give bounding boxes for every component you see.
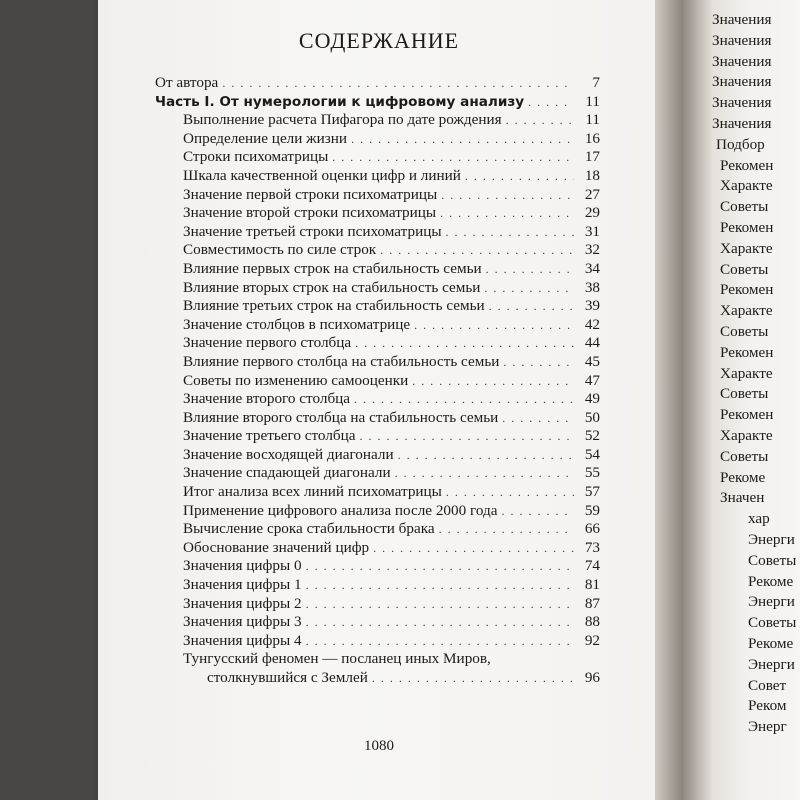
toc-dot-leader	[372, 669, 574, 688]
toc-entry-title: Значение столбцов в психоматрице	[183, 315, 411, 333]
toc-entry	[155, 483, 600, 502]
toc-entry	[155, 186, 600, 205]
toc-entry-page: 59	[584, 501, 600, 519]
right-page-line: Характе	[720, 177, 773, 195]
right-page-line: Рекомен	[720, 406, 774, 424]
right-page-line: Значения	[712, 11, 772, 28]
toc-dot-leader	[486, 260, 574, 279]
toc-entry-page: 34	[584, 259, 600, 277]
toc-dot-leader	[351, 130, 574, 149]
toc-entry-title: Вычисление срока стабильности брака	[183, 520, 435, 538]
toc-entry-page: 29	[584, 204, 600, 222]
right-page-line: хар	[748, 510, 770, 528]
toc-dot-leader	[439, 520, 574, 539]
right-page-line: Энерг	[748, 718, 787, 736]
toc-entry-page: 7	[592, 74, 600, 91]
book-gutter	[655, 0, 715, 800]
toc-entry	[155, 260, 600, 279]
toc-dot-leader	[506, 111, 574, 130]
toc-entry-page: 47	[584, 371, 600, 389]
toc-entry	[155, 539, 600, 558]
toc-entry	[155, 372, 600, 391]
toc-entry-page: 38	[584, 278, 600, 296]
right-page-line: Характе	[720, 302, 773, 320]
toc-entry	[155, 130, 600, 149]
right-page	[712, 0, 800, 800]
toc-dot-leader	[414, 316, 574, 335]
right-page-line: Характе	[720, 426, 773, 444]
toc-dot-leader	[306, 576, 574, 595]
toc-entry-title: Совместимость по силе строк	[183, 241, 377, 259]
right-page-line: Значения	[712, 114, 772, 132]
toc-entry-title: столкнувшийся с Землей	[207, 669, 368, 686]
right-page-line: Рекоме	[720, 468, 766, 486]
toc-dot-leader	[306, 632, 574, 651]
toc-entry-page: 39	[584, 297, 600, 315]
toc-entry	[155, 223, 600, 242]
toc-entry	[155, 632, 600, 651]
toc-entry	[155, 446, 600, 465]
toc-entry-title: Значение первой строки психоматрицы	[183, 185, 438, 203]
toc-entry	[155, 557, 600, 576]
toc-dot-leader	[306, 595, 574, 614]
toc-entry-title: Итог анализа всех линий психоматрицы	[183, 483, 442, 501]
right-page-line: Рекомен	[720, 156, 774, 174]
toc-entry-page: 32	[584, 241, 600, 259]
toc-entry	[155, 148, 600, 167]
toc-entry	[155, 595, 600, 614]
toc-dot-leader	[373, 539, 574, 558]
toc-entry-page: 87	[584, 594, 600, 612]
toc-dot-leader	[398, 446, 574, 465]
toc-dot-leader	[306, 613, 574, 632]
right-page-line: Советы	[720, 385, 769, 403]
toc-entry-title: Значение третьего столбца	[183, 427, 356, 445]
toc-entry-page: 81	[584, 576, 600, 594]
toc-dot-leader	[503, 353, 574, 372]
toc-entry	[155, 297, 600, 316]
toc-entry-page: 31	[584, 222, 600, 240]
toc-entry	[155, 520, 600, 539]
right-page-line: Значения	[712, 52, 772, 70]
right-page-line: Советы	[720, 260, 769, 278]
right-page-line: Энерги	[748, 593, 795, 611]
toc-entry	[155, 427, 600, 446]
toc-entry-page: 92	[584, 631, 600, 649]
toc-entry	[155, 669, 600, 688]
right-page-line: Характе	[720, 239, 773, 257]
toc-entry-title: Строки психоматрицы	[183, 148, 329, 166]
toc-entry	[155, 409, 600, 428]
toc-entry-title: Значения цифры 4	[183, 631, 302, 649]
toc-entry	[155, 613, 600, 632]
toc-entry-page: 66	[584, 520, 600, 538]
toc-dot-leader	[441, 186, 574, 205]
toc-entry-title: Значение третьей строки психоматрицы	[183, 222, 442, 240]
toc-entry	[155, 334, 600, 353]
toc-dot-leader	[501, 502, 574, 521]
toc-entry-title: Обоснование значений цифр	[183, 538, 370, 556]
toc-dot-leader	[489, 297, 574, 316]
toc-entry-title: Значения цифры 0	[183, 557, 302, 575]
right-page-line: Значения	[712, 73, 772, 91]
toc-entry-page: 96	[584, 669, 600, 686]
toc-entry-page: 45	[584, 352, 600, 370]
right-page-line: Реком	[748, 697, 787, 715]
right-page-line: Рекомен	[720, 343, 774, 361]
toc-entry-title: Значения цифры 2	[183, 594, 302, 612]
toc-entry-title: Значение спадающей диагонали	[183, 464, 391, 482]
toc-entry-page: 54	[584, 445, 600, 463]
toc-entry-title: Влияние первого столбца на стабильность семьи	[183, 352, 500, 370]
toc-entry	[155, 241, 600, 260]
right-page-line: Советы	[748, 614, 797, 632]
toc-dot-leader	[412, 372, 574, 391]
right-page-line: Характе	[720, 364, 773, 382]
toc-entry	[155, 464, 600, 483]
right-page-line: Советы	[720, 198, 769, 216]
toc-entry-page: 52	[584, 427, 600, 445]
toc-entry-title: Шкала качественной оценки цифр и линий	[183, 166, 461, 184]
toc-entry	[155, 93, 600, 112]
right-page-line: Рекоме	[748, 634, 794, 652]
toc-entry	[155, 111, 600, 130]
toc-entry-page: 88	[584, 613, 600, 631]
toc-dot-leader	[440, 204, 574, 223]
toc-entry-title: Значения цифры 3	[183, 613, 302, 631]
toc-entry	[155, 167, 600, 186]
toc-entry-title: Влияние второго столбца на стабильность семьи	[183, 408, 499, 426]
toc-entry-title: Значение второй строки психоматрицы	[183, 204, 437, 222]
toc-entry-page: 44	[584, 334, 600, 352]
page-title: СОДЕРЖАНИЕ	[298, 28, 460, 53]
right-page-line: Советы	[720, 322, 769, 340]
toc-entry-title: Часть I. От нумерологии к цифровому анализу	[155, 93, 525, 110]
toc-entry-title: Значения цифры 1	[183, 576, 302, 594]
toc-entry-page: 18	[584, 166, 600, 184]
right-page-line: Энерги	[748, 655, 795, 673]
toc-entry-title: Значение восходящей диагонали	[183, 445, 394, 463]
toc-entry	[155, 204, 600, 223]
toc-entry-page: 42	[584, 315, 600, 333]
toc-dot-leader	[395, 464, 574, 483]
toc-entry-page: 49	[584, 390, 600, 408]
toc-dot-leader	[360, 427, 575, 446]
toc-dot-leader	[484, 279, 574, 298]
right-page-line: Рекомен	[720, 281, 774, 299]
toc-entry-page: 16	[584, 129, 600, 147]
toc-entry-page: 57	[584, 483, 600, 501]
toc-entry-title: Определение цели жизни	[183, 129, 348, 147]
toc-entry-title: Значение второго столбца	[183, 390, 351, 408]
right-page-line: Значен	[720, 489, 765, 507]
toc-entry-title: Тунгусский феномен — посланец иных Миров,	[183, 650, 491, 668]
toc-entry-page: 11	[585, 92, 600, 110]
toc-entry-page: 55	[584, 464, 600, 482]
toc-entry	[155, 502, 600, 521]
toc-entry	[155, 316, 600, 335]
toc-dot-leader	[502, 409, 574, 428]
toc-entry-title: Выполнение расчета Пифагора по дате рождения	[183, 111, 502, 129]
toc-entry	[155, 650, 600, 669]
toc-entry	[155, 353, 600, 372]
toc-entry-page: 74	[584, 557, 600, 575]
toc-entry-page: 50	[584, 408, 600, 426]
toc-entry	[155, 74, 600, 93]
toc-entry-title: Влияние первых строк на стабильность семьи	[183, 259, 482, 277]
toc-entry-title: Значение первого столбца	[183, 334, 352, 352]
toc-dot-leader	[355, 334, 574, 353]
toc-dot-leader	[222, 74, 574, 93]
right-page-line: Подбор	[716, 135, 765, 153]
toc-dot-leader	[465, 167, 574, 186]
toc-entry-title: Влияние третьих строк на стабильность семьи	[183, 297, 485, 315]
toc-entry-title: Влияние вторых строк на стабильность семьи	[183, 278, 481, 296]
right-page-line: Советы	[748, 551, 797, 569]
toc-entry	[155, 390, 600, 409]
toc-dot-leader	[446, 223, 574, 242]
toc-entry-page: 73	[584, 538, 600, 556]
toc-entry-page: 17	[584, 148, 600, 166]
toc-entry-page: 27	[584, 185, 600, 203]
toc-dot-leader	[306, 557, 574, 576]
toc-dot-leader	[446, 483, 574, 502]
toc-dot-leader	[528, 93, 574, 112]
right-page-line: Значения	[712, 94, 772, 112]
toc-dot-leader	[380, 241, 574, 260]
toc-entry-title: От автора	[155, 74, 219, 91]
toc-dot-leader	[354, 390, 574, 409]
toc-entry	[155, 576, 600, 595]
right-page-line: Совет	[748, 676, 787, 694]
toc-dot-leader	[332, 148, 574, 167]
toc-entry-title: Советы по изменению самооценки	[183, 371, 409, 389]
toc-entry	[155, 279, 600, 298]
table-of-contents	[155, 74, 600, 688]
toc-entry-page: 11	[585, 111, 600, 129]
right-page-lines	[712, 10, 796, 738]
right-page-line: Рекомен	[720, 218, 774, 236]
right-page-line: Энерги	[748, 530, 795, 548]
right-page-line: Рекоме	[748, 572, 794, 590]
toc-entry-title: Применение цифрового анализа после 2000 года	[183, 501, 498, 519]
right-page-line: Значения	[712, 31, 772, 49]
page-number: 1080	[364, 738, 394, 754]
right-page-line: Советы	[720, 447, 769, 465]
